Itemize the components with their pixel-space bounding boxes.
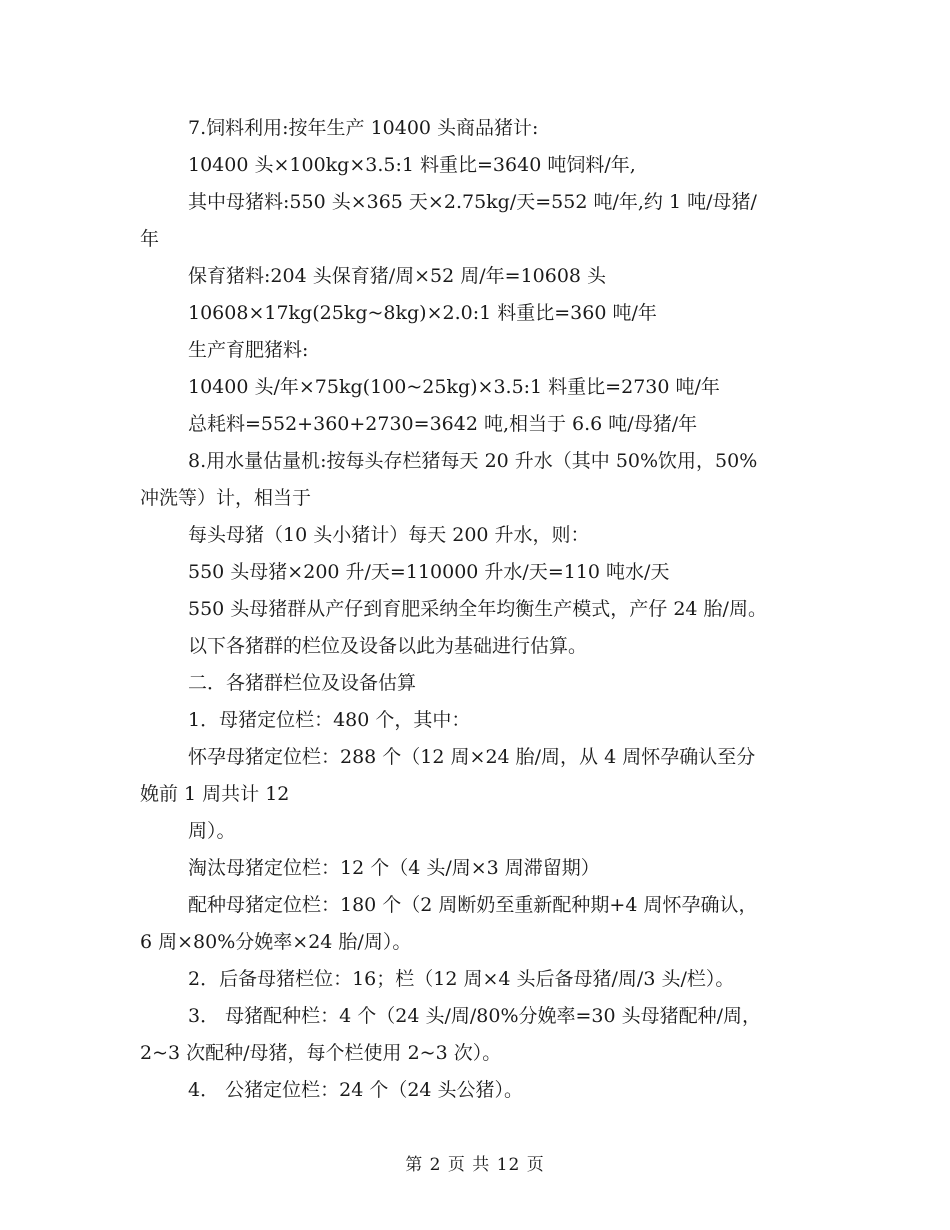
text-line: 7.饲料利用:按年生产 10400 头商品猪计: xyxy=(188,117,539,139)
text-line: 3． 母猪配种栏：4 个（24 头/周/80%分娩率=30 头母猪配种/周， xyxy=(188,1005,762,1027)
text-line: 冲洗等）计，相当于 xyxy=(140,487,312,509)
text-line: 4． 公猪定位栏：24 个（24 头公猪）。 xyxy=(188,1079,524,1101)
text-line: 淘汰母猪定位栏：12 个（4 头/周×3 周滞留期） xyxy=(188,857,600,879)
text-line: 二．各猪群栏位及设备估算 xyxy=(188,672,417,694)
text-line: 娩前 1 周共计 12 xyxy=(140,783,290,805)
text-line: 其中母猪料:550 头×365 天×2.75kg/天=552 吨/年,约 1 吨/母猪/ xyxy=(188,191,757,213)
page-body xyxy=(140,110,830,1109)
text-line: 以下各猪群的栏位及设备以此为基础进行估算。 xyxy=(188,635,588,657)
text-line: 2~3 次配种/母猪，每个栏使用 2~3 次）。 xyxy=(140,1042,502,1064)
text-line: 10608×17kg(25kg~8kg)×2.0:1 料重比=360 吨/年 xyxy=(188,302,657,324)
text-line: 生产育肥猪料: xyxy=(188,339,309,361)
text-line: 每头母猪（10 头小猪计）每天 200 升水，则： xyxy=(188,524,590,546)
page-footer xyxy=(0,1150,950,1180)
text-line: 怀孕母猪定位栏：288 个（12 周×24 胎/周，从 4 周怀孕确认至分 xyxy=(188,746,756,768)
text-line: 8.用水量估量机:按每头存栏猪每天 20 升水（其中 50%饮用，50% xyxy=(188,450,758,472)
text-line: 配种母猪定位栏：180 个（2 周断奶至重新配种期+4 周怀孕确认， xyxy=(188,894,758,916)
text-line: 2．后备母猪栏位：16；栏（12 周×4 头后备母猪/周/3 头/栏）。 xyxy=(188,968,735,990)
text-line: 10400 头/年×75kg(100~25kg)×3.5:1 料重比=2730 吨/年 xyxy=(188,376,720,398)
text-line: 总耗料=552+360+2730=3642 吨,相当于 6.6 吨/母猪/年 xyxy=(188,413,698,435)
text-line: 年 xyxy=(140,228,160,250)
text-line: 6 周×80%分娩率×24 胎/周）。 xyxy=(140,931,412,953)
text-line: 1．母猪定位栏：480 个，其中： xyxy=(188,709,471,731)
text-line: 10400 头×100kg×3.5:1 料重比=3640 吨饲料/年, xyxy=(188,154,636,176)
page-number: 第 2 页 共 12 页 xyxy=(405,1155,545,1175)
text-line: 550 头母猪×200 升/天=110000 升水/天=110 吨水/天 xyxy=(188,561,670,583)
text-line: 550 头母猪群从产仔到育肥采纳全年均衡生产模式，产仔 24 胎/周。 xyxy=(188,598,767,620)
text-line: 周）。 xyxy=(188,820,236,842)
text-line: 保育猪料:204 头保育猪/周×52 周/年=10608 头 xyxy=(188,265,607,287)
